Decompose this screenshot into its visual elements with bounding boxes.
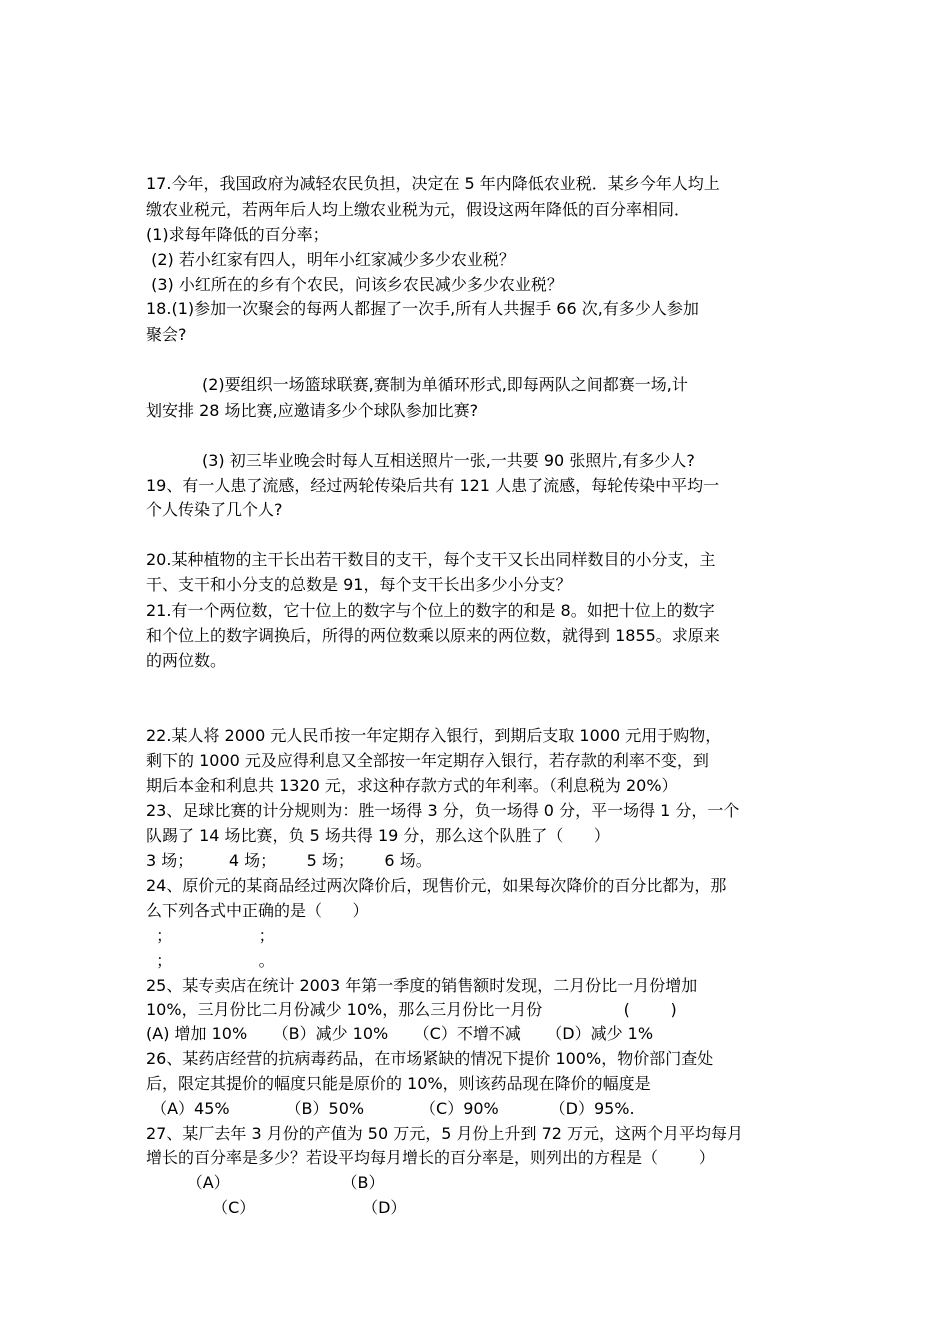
q24-options-2: ； 。: [146, 951, 275, 970]
q25-line-1: 25、某专卖店在统计 2003 年第一季度的销售额时发现，二月份比一月份增加: [146, 976, 698, 995]
q18-line-2: 聚会?: [146, 325, 187, 344]
q19-line-1: 19、有一人患了流感，经过两轮传染后共有 121 人患了流感，每轮传染中平均一: [146, 476, 720, 495]
q17-part-3: (3) 小红所在的乡有个农民，问该乡农民减少多少农业税？: [146, 275, 563, 294]
q24-options-1: ； ；: [146, 926, 275, 945]
q18-part-2-line-2: 划安排 28 场比赛,应邀请多少个球队参加比赛?: [146, 401, 479, 420]
q27-options-2: （C） （D）: [146, 1198, 407, 1217]
q18-part-3: (3) 初三毕业晚会时每人互相送照片一张,一共要 90 张照片,有多少人?: [146, 451, 695, 470]
q19-line-2: 个人传染了几个人?: [146, 500, 283, 519]
q21-line-2: 和个位上的数字调换后，所得的两位数乘以原来的两位数，就得到 1855。求原来: [146, 626, 720, 645]
q25-options: (A) 增加 10% （B）减少 10% （C）不增不减 （D）减少 1%: [146, 1024, 654, 1043]
q18-line-1: 18.(1)参加一次聚会的每两人都握了一次手,所有人共握手 66 次,有多少人参加: [146, 299, 699, 318]
q22-line-3: 期后本金和利息共 1320 元，求这种存款方式的年利率。（利息税为 20%）: [146, 776, 678, 795]
q24-line-2: 么下列各式中正确的是（ ）: [146, 901, 369, 920]
q21-line-3: 的两位数。: [146, 651, 227, 670]
q26-options: （A）45% （B）50% （C）90% （D）95%.: [146, 1099, 635, 1118]
q27-options-1: （A） （B）: [146, 1173, 385, 1192]
q18-part-2-line-1: (2)要组织一场篮球联赛,赛制为单循环形式,即每两队之间都赛一场,计: [146, 375, 688, 394]
q26-line-2: 后，限定其提价的幅度只能是原价的 10%，则该药品现在降价的幅度是: [146, 1074, 651, 1093]
q25-line-2: 10%，三月份比二月份减少 10%，那么三月份比一月份 ( ): [146, 1000, 677, 1019]
q26-line-1: 26、某药店经营的抗病毒药品，在市场紧缺的情况下提价 100%，物价部门查处: [146, 1049, 714, 1068]
q22-line-1: 22.某人将 2000 元人民币按一年定期存入银行，到期后支取 1000 元用于购物，: [146, 726, 722, 745]
q23-line-2: 队踢了 14 场比赛，负 5 场共得 19 分，那么这个队胜了（ ）: [146, 826, 610, 845]
q22-line-2: 剩下的 1000 元及应得利息又全部按一年定期存入银行，若存款的利率不变，到: [146, 751, 709, 770]
q23-line-1: 23、足球比赛的计分规则为：胜一场得 3 分，负一场得 0 分，平一场得 1 分，一个: [146, 801, 740, 820]
q17-line-1: 17.今年，我国政府为减轻农民负担，决定在 5 年内降低农业税．某乡今年人均上: [146, 174, 720, 193]
q23-options: 3 场； 4 场； 5 场； 6 场。: [146, 851, 432, 870]
q17-part-1: (1)求每年降低的百分率；: [146, 225, 329, 244]
q27-line-2: 增长的百分率是多少？若设平均每月增长的百分率是，则列出的方程是（ ）: [146, 1148, 715, 1167]
q24-line-1: 24、原价元的某商品经过两次降价后，现售价元，如果每次降价的百分比都为，那: [146, 876, 727, 895]
q17-line-2: 缴农业税元，若两年后人均上缴农业税为元，假设这两年降低的百分率相同．: [146, 200, 691, 219]
q27-line-1: 27、某厂去年 3 月份的产值为 50 万元，5 月份上升到 72 万元，这两个月平均每月: [146, 1124, 744, 1143]
q17-part-2: (2) 若小红家有四人，明年小红家减少多少农业税？: [146, 250, 515, 269]
q20-line-2: 干、支干和小分支的总数是 91，每个支干长出多少小分支？: [146, 575, 572, 594]
q20-line-1: 20.某种植物的主干长出若干数目的支干，每个支干又长出同样数目的小分支，主: [146, 550, 716, 569]
q21-line-1: 21.有一个两位数，它十位上的数字与个位上的数字的和是 8。如把十位上的数字: [146, 601, 715, 620]
